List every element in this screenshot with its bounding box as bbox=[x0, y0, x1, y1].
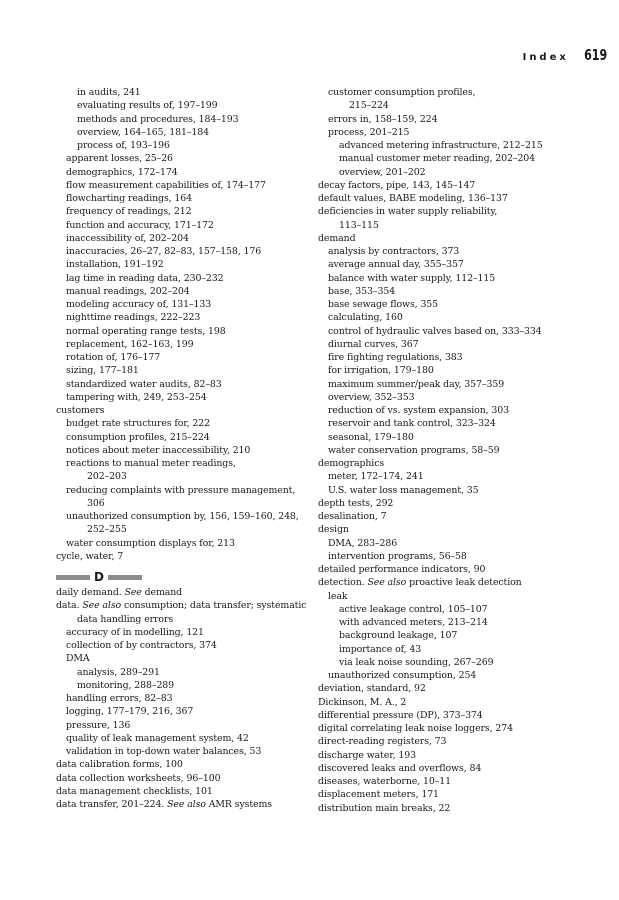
index-subentry bbox=[318, 669, 608, 682]
index-entry-continuation bbox=[56, 470, 306, 483]
index-entry bbox=[318, 497, 608, 510]
entry-text: methods and procedures, 184–193 bbox=[77, 113, 239, 125]
entry-text: with advanced meters, 213–214 bbox=[339, 617, 488, 628]
section-letter: D bbox=[94, 570, 104, 584]
entry-text: tampering with, 249, 253–254 bbox=[66, 391, 207, 403]
entry-text: default values, BABE modeling, 136–137 bbox=[318, 193, 508, 204]
see-reference: See bbox=[124, 587, 142, 598]
entry-text: for irrigation, 179–180 bbox=[328, 365, 434, 377]
entry-text: overview, 201–202 bbox=[339, 166, 426, 178]
index-subentry bbox=[318, 391, 608, 404]
entry-text: demographics, 172–174 bbox=[66, 166, 178, 178]
index-subentry bbox=[56, 745, 306, 758]
index-entry bbox=[318, 576, 608, 589]
index-subentry bbox=[318, 166, 608, 179]
index-column-right bbox=[318, 86, 608, 815]
entry-text: detection. bbox=[318, 577, 365, 589]
entry-text: consumption profiles, 215–224 bbox=[66, 431, 210, 443]
index-subentry bbox=[318, 537, 608, 550]
index-entry bbox=[56, 772, 306, 785]
entry-text: direct-reading registers, 73 bbox=[318, 736, 447, 748]
entry-text: frequency of readings, 212 bbox=[66, 206, 192, 218]
index-entry bbox=[56, 798, 306, 811]
index-subentry bbox=[56, 126, 306, 139]
entry-text: distribution main breaks, 22 bbox=[318, 802, 451, 814]
entry-text: standardized water audits, 82–83 bbox=[66, 378, 222, 390]
index-subentry bbox=[56, 258, 306, 271]
entry-text: customers bbox=[56, 405, 105, 416]
entry-text: handling errors, 82–83 bbox=[66, 693, 173, 704]
entry-text: displacement meters, 171 bbox=[318, 789, 439, 801]
entry-text: diseases, waterborne, 10–11 bbox=[318, 776, 452, 787]
entry-text: pressure, 136 bbox=[66, 719, 131, 731]
index-subentry bbox=[56, 639, 306, 652]
index-subentry bbox=[56, 692, 306, 705]
entry-text: U.S. water loss management, 35 bbox=[328, 484, 479, 496]
index-subentry bbox=[56, 652, 306, 665]
index-entry bbox=[56, 404, 306, 417]
index-subentry bbox=[56, 351, 306, 364]
index-subentry bbox=[318, 629, 608, 642]
entry-text: water conservation programs, 58–59 bbox=[328, 444, 500, 456]
entry-text: apparent losses, 25–26 bbox=[66, 153, 173, 165]
entry-text: seasonal, 179–180 bbox=[328, 431, 414, 443]
index-subentry bbox=[56, 113, 306, 126]
index-entry bbox=[318, 205, 608, 218]
index-subentry bbox=[318, 470, 608, 483]
entry-text: overview, 164–165, 181–184 bbox=[77, 126, 209, 138]
index-entry-continuation bbox=[56, 497, 306, 510]
index-subentry bbox=[56, 444, 306, 457]
index-entry bbox=[318, 749, 608, 762]
entry-text: evaluating results of, 197–199 bbox=[77, 100, 218, 112]
index-entry bbox=[318, 563, 608, 576]
index-entry bbox=[318, 735, 608, 748]
entry-text: water consumption displays for, 213 bbox=[66, 537, 235, 549]
index-subentry bbox=[56, 86, 306, 99]
index-subentry bbox=[56, 272, 306, 285]
entry-text: base sewage flows, 355 bbox=[328, 299, 439, 310]
entry-text: 215–224 bbox=[349, 100, 389, 112]
index-subentry bbox=[56, 378, 306, 391]
entry-text: base, 353–354 bbox=[328, 285, 396, 297]
index-entry bbox=[318, 788, 608, 801]
index-subentry bbox=[318, 311, 608, 324]
index-subentry bbox=[56, 537, 306, 550]
entry-text: via leak noise sounding, 267–269 bbox=[339, 656, 494, 668]
entry-text: modeling accuracy of, 131–133 bbox=[66, 299, 212, 310]
entry-text: process, 201–215 bbox=[328, 126, 410, 138]
index-subentry bbox=[56, 298, 306, 311]
index-subentry bbox=[56, 705, 306, 718]
entry-text: rotation of, 176–177 bbox=[66, 352, 161, 363]
entry-text: diurnal curves, 367 bbox=[328, 338, 419, 350]
index-entry bbox=[318, 179, 608, 192]
entry-text: desalination, 7 bbox=[318, 511, 387, 522]
entry-text: in audits, 241 bbox=[77, 87, 141, 98]
entry-text: background leakage, 107 bbox=[339, 630, 458, 642]
index-subentry bbox=[318, 113, 608, 126]
entry-text: quality of leak management system, 42 bbox=[66, 732, 249, 744]
entry-text: notices about meter inaccessibility, 210 bbox=[66, 444, 251, 456]
page-number: 619 bbox=[583, 46, 607, 64]
index-entry-continuation bbox=[318, 219, 608, 232]
entry-text: budget rate structures for, 222 bbox=[66, 418, 210, 430]
entry-text: active leakage control, 105–107 bbox=[339, 603, 488, 615]
entry-text: maximum summer/peak day, 357–359 bbox=[328, 378, 505, 390]
entry-text: data transfer, 201–224. bbox=[56, 799, 165, 810]
index-entry bbox=[56, 599, 306, 612]
entry-text: fire fighting regulations, 383 bbox=[328, 352, 463, 363]
index-subentry bbox=[56, 510, 306, 523]
index-subentry bbox=[318, 603, 608, 616]
entry-text: deficiencies in water supply reliability, bbox=[318, 206, 498, 218]
entry-text: 306 bbox=[87, 497, 105, 509]
index-entry-continuation bbox=[318, 99, 608, 112]
index-subentry bbox=[56, 417, 306, 430]
index-entry bbox=[318, 232, 608, 245]
see-target: consumption; data transfer; systematic bbox=[121, 600, 307, 612]
index-subentry bbox=[56, 139, 306, 152]
entry-text: flow measurement capabilities of, 174–177 bbox=[66, 179, 266, 191]
section-letter-heading bbox=[56, 569, 306, 585]
entry-text: replacement, 162–163, 199 bbox=[66, 338, 194, 350]
index-subentry bbox=[318, 152, 608, 165]
index-subentry bbox=[318, 431, 608, 444]
index-subentry bbox=[318, 550, 608, 563]
index-entry bbox=[318, 762, 608, 775]
index-subentry bbox=[318, 258, 608, 271]
index-entry bbox=[56, 785, 306, 798]
entry-text: validation in top-down water balances, 53 bbox=[66, 746, 262, 757]
entry-text: data. bbox=[56, 600, 80, 612]
entry-text: collection of by contractors, 374 bbox=[66, 640, 217, 651]
index-subentry bbox=[56, 679, 306, 692]
entry-text: deviation, standard, 92 bbox=[318, 683, 426, 695]
entry-text: reducing complaints with pressure management, bbox=[66, 484, 296, 496]
index-subentry bbox=[56, 391, 306, 404]
see-reference: See also bbox=[82, 600, 122, 612]
entry-text: importance of, 43 bbox=[339, 643, 422, 655]
entry-text: intervention programs, 56–58 bbox=[328, 550, 467, 562]
index-subentry bbox=[56, 179, 306, 192]
entry-text: differential pressure (DP), 373–374 bbox=[318, 709, 483, 721]
index-subentry bbox=[318, 484, 608, 497]
entry-text: inaccuracies, 26–27, 82–83, 157–158, 176 bbox=[66, 246, 262, 257]
entry-text: sizing, 177–181 bbox=[66, 365, 139, 377]
index-subentry bbox=[318, 444, 608, 457]
index-subentry bbox=[318, 417, 608, 430]
index-entry bbox=[318, 192, 608, 205]
index-entry bbox=[56, 586, 306, 599]
index-subentry bbox=[318, 272, 608, 285]
index-subentry bbox=[56, 99, 306, 112]
index-entry bbox=[318, 523, 608, 536]
entry-text: meter, 172–174, 241 bbox=[328, 471, 424, 483]
entry-text: calculating, 160 bbox=[328, 312, 403, 324]
index-subentry bbox=[318, 338, 608, 351]
entry-text: average annual day, 355–357 bbox=[328, 259, 464, 271]
index-subentry bbox=[56, 364, 306, 377]
index-subentry bbox=[56, 484, 306, 497]
entry-text: monitoring, 288–289 bbox=[77, 679, 175, 691]
entry-text: accuracy of in modelling, 121 bbox=[66, 626, 204, 638]
entry-text: reactions to manual meter readings, bbox=[66, 458, 236, 469]
entry-text: inaccessibility of, 202–204 bbox=[66, 232, 189, 244]
entry-text: reservoir and tank control, 323–324 bbox=[328, 418, 496, 430]
heading-rule bbox=[56, 575, 90, 580]
entry-text: manual customer meter reading, 202–204 bbox=[339, 153, 536, 165]
entry-text: discovered leaks and overflows, 84 bbox=[318, 762, 482, 774]
index-subentry bbox=[318, 364, 608, 377]
entry-text: analysis, 289–291 bbox=[77, 666, 160, 678]
see-reference: See also bbox=[367, 577, 407, 589]
index-entry-continuation bbox=[56, 523, 306, 536]
index-subentry bbox=[318, 590, 608, 603]
see-target: proactive leak detection bbox=[406, 577, 522, 589]
index-subentry bbox=[56, 152, 306, 165]
entry-text: demographics bbox=[318, 458, 385, 469]
entry-text: demand bbox=[318, 232, 356, 244]
entry-text: digital correlating leak noise loggers, 274 bbox=[318, 723, 513, 734]
index-subentry bbox=[318, 351, 608, 364]
index-entry bbox=[318, 802, 608, 815]
index-subentry bbox=[56, 431, 306, 444]
entry-text: advanced metering infrastructure, 212–215 bbox=[339, 140, 543, 151]
index-entry bbox=[318, 457, 608, 470]
index-subentry bbox=[56, 732, 306, 745]
entry-text: depth tests, 292 bbox=[318, 497, 394, 509]
entry-text: logging, 177–179, 216, 367 bbox=[66, 706, 194, 718]
index-subentry bbox=[318, 656, 608, 669]
entry-text: reduction of vs. system expansion, 303 bbox=[328, 405, 510, 416]
see-reference: See also bbox=[167, 799, 206, 810]
index-entry bbox=[318, 682, 608, 695]
entry-text: process of, 193–196 bbox=[77, 140, 170, 151]
entry-text: Dickinson, M. A., 2 bbox=[318, 696, 407, 708]
index-subentry bbox=[56, 311, 306, 324]
entry-text: unauthorized consumption by, 156, 159–160, 248, bbox=[66, 511, 299, 522]
entry-text: control of hydraulic valves based on, 333–334 bbox=[328, 325, 542, 337]
index-subentry bbox=[56, 245, 306, 258]
index-subentry bbox=[318, 285, 608, 298]
entry-text: installation, 191–192 bbox=[66, 259, 164, 271]
entry-text: cycle, water, 7 bbox=[56, 550, 124, 562]
index-column-left bbox=[56, 86, 306, 811]
index-subentry bbox=[56, 457, 306, 470]
index-subentry bbox=[56, 719, 306, 732]
entry-text: lag time in reading data, 230–232 bbox=[66, 272, 224, 284]
entry-text: customer consumption profiles, bbox=[328, 87, 476, 98]
entry-text: normal operating range tests, 198 bbox=[66, 325, 226, 337]
index-entry bbox=[318, 709, 608, 722]
index-subentry bbox=[318, 378, 608, 391]
index-subentry bbox=[318, 245, 608, 258]
index-subentry bbox=[56, 232, 306, 245]
index-subentry bbox=[318, 298, 608, 311]
index-entry bbox=[318, 510, 608, 523]
header-label: Index bbox=[522, 52, 569, 63]
index-subentry bbox=[318, 616, 608, 629]
index-subentry bbox=[56, 338, 306, 351]
index-subentry bbox=[56, 285, 306, 298]
index-subentry bbox=[318, 139, 608, 152]
entry-text: errors in, 158–159, 224 bbox=[328, 113, 438, 125]
index-entry-continuation bbox=[56, 613, 306, 626]
index-subentry bbox=[56, 166, 306, 179]
entry-text: flowcharting readings, 164 bbox=[66, 193, 193, 204]
entry-text: data collection worksheets, 96–100 bbox=[56, 772, 221, 784]
entry-text: 113–115 bbox=[339, 219, 379, 231]
entry-text: daily demand. bbox=[56, 587, 122, 598]
entry-text: 252–255 bbox=[87, 524, 127, 536]
index-subentry bbox=[318, 86, 608, 99]
index-subentry bbox=[56, 325, 306, 338]
index-entry bbox=[318, 696, 608, 709]
entry-text: DMA bbox=[66, 653, 90, 665]
index-subentry bbox=[56, 219, 306, 232]
index-entry bbox=[56, 758, 306, 771]
entry-text: 202–203 bbox=[87, 471, 127, 483]
index-subentry bbox=[56, 666, 306, 679]
entry-text: data handling errors bbox=[77, 613, 174, 625]
running-header bbox=[523, 46, 607, 64]
entry-text: manual readings, 202–204 bbox=[66, 285, 190, 297]
index-subentry bbox=[56, 192, 306, 205]
entry-text: unauthorized consumption, 254 bbox=[328, 670, 477, 681]
entry-text: discharge water, 193 bbox=[318, 749, 416, 761]
entry-text: leak bbox=[328, 590, 348, 602]
entry-text: decay factors, pipe, 143, 145–147 bbox=[318, 179, 476, 191]
entry-text: nighttime readings, 222–223 bbox=[66, 312, 201, 324]
see-target: AMR systems bbox=[205, 799, 272, 810]
entry-text: design bbox=[318, 524, 349, 536]
entry-text: DMA, 283–286 bbox=[328, 537, 398, 549]
index-subentry bbox=[318, 404, 608, 417]
index-subentry bbox=[56, 626, 306, 639]
entry-text: data management checklists, 101 bbox=[56, 785, 213, 797]
entry-text: analysis by contractors, 373 bbox=[328, 246, 460, 257]
index-entry bbox=[318, 775, 608, 788]
entry-text: data calibration forms, 100 bbox=[56, 759, 183, 771]
entry-text: balance with water supply, 112–115 bbox=[328, 272, 496, 284]
entry-text: detailed performance indicators, 90 bbox=[318, 564, 486, 575]
index-entry bbox=[318, 722, 608, 735]
index-subentry bbox=[318, 325, 608, 338]
index-subentry bbox=[56, 205, 306, 218]
see-target: demand bbox=[141, 587, 183, 598]
index-entry bbox=[56, 550, 306, 563]
index-subentry bbox=[318, 643, 608, 656]
heading-rule bbox=[108, 575, 142, 580]
entry-text: overview, 352–353 bbox=[328, 391, 415, 403]
index-subentry bbox=[318, 126, 608, 139]
entry-text: function and accuracy, 171–172 bbox=[66, 219, 214, 231]
